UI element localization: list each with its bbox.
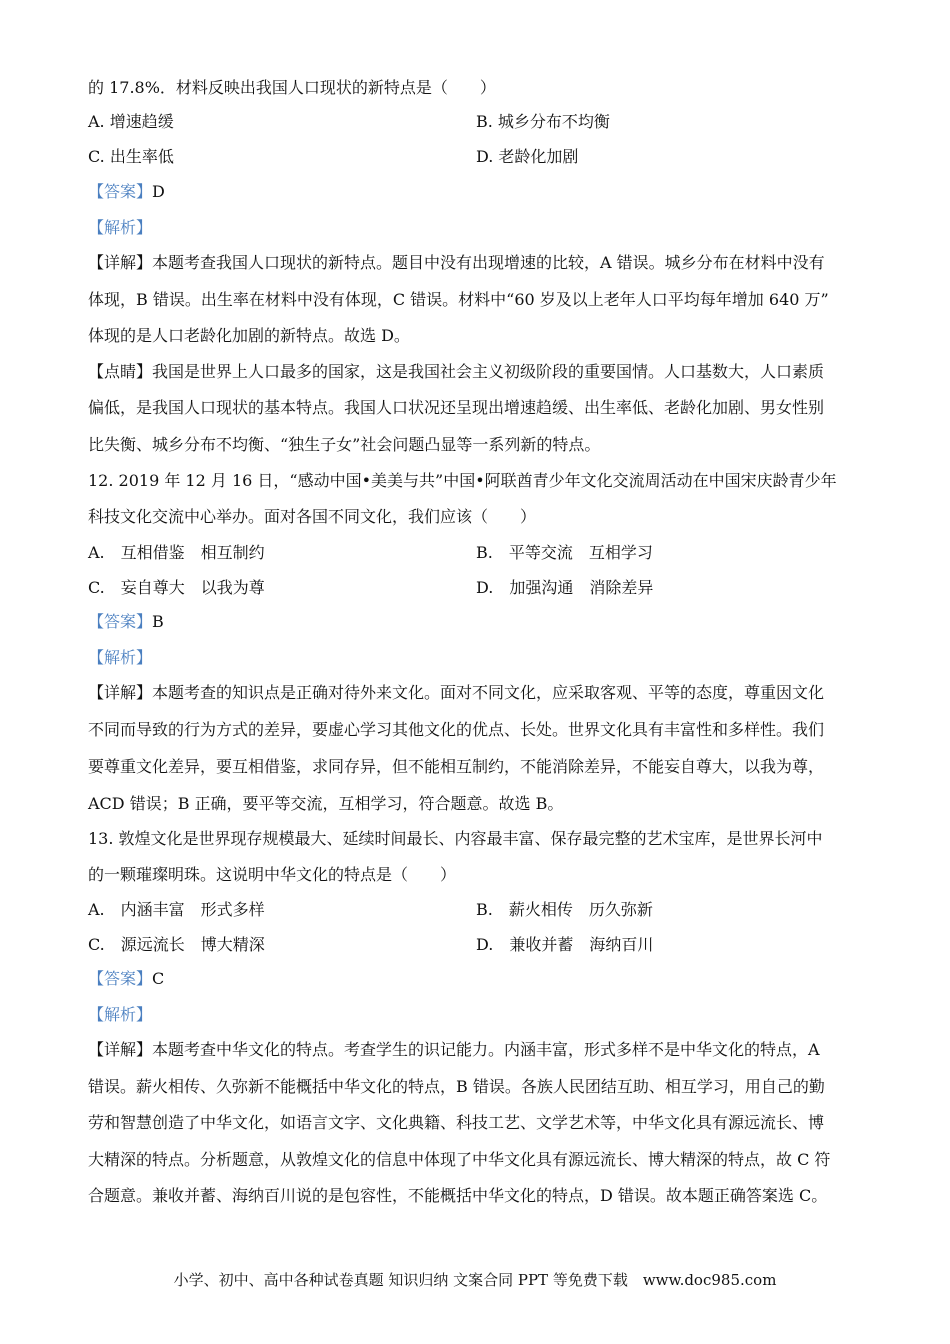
comment-line <box>88 362 868 382</box>
detail-line: 体现的是人口老龄化加剧的新特点。故选 D。 <box>88 326 410 345</box>
detail-line: 体现，B 错误。出生率在材料中没有体现，C 错误。材料中“60 岁及以上老年人口平均每年增加 640 万” <box>88 290 829 309</box>
detail-line: 错误。薪火相传、久弥新不能概括中华文化的特点，B 错误。各族人民团结互助、相互学习，用自己的勤 <box>88 1077 825 1096</box>
question-stem: 12. 2019 年 12 月 16 日，“感动中国•美美与共”中国•阿联酋青少年文化交流周活动在中国宋庆龄青少年 <box>88 471 837 490</box>
detail-line: 合题意。兼收并蓄、海纳百川说的是包容性，不能概括中华文化的特点，D 错误。故本题正确答案选 C。 <box>88 1186 828 1205</box>
analysis-tag: 【解析】 <box>88 218 153 237</box>
question-stem: 科技文化交流中心举办。面对各国不同文化，我们应该（ ） <box>88 507 537 526</box>
option-b: B. 平等交流 互相学习 <box>476 543 653 562</box>
option-a: A. 互相借鉴 相互制约 <box>88 543 265 562</box>
detail-line: 不同而导致的行为方式的差异，要虚心学习其他文化的优点、长处。世界文化具有丰富性和多样性。我们 <box>88 720 825 739</box>
option-a: A. 内涵丰富 形式多样 <box>88 900 265 919</box>
question-stem: 13. 敦煌文化是世界现存规模最大、延续时间最长、内容最丰富、保存最完整的艺术宝库，是世界长河中 <box>88 829 823 848</box>
detail-text: 本题考查我国人口现状的新特点。题目中没有出现增速的比较，A 错误。城乡分布在材料中没有 <box>152 253 825 272</box>
answer-line <box>88 182 868 202</box>
comment-line: 比失衡、城乡分布不均衡、“独生子女”社会问题凸显等一系列新的特点。 <box>88 435 601 454</box>
comment-tag: 【点睛】 <box>88 362 153 381</box>
answer-value: D <box>152 182 165 201</box>
answer-tag: 【答案】 <box>88 612 153 631</box>
detail-line: ACD 错误；B 正确，要平等交流，互相学习，符合题意。故选 B。 <box>88 794 564 813</box>
option-d: D. 老龄化加剧 <box>476 147 579 166</box>
option-d: D. 加强沟通 消除差异 <box>476 578 654 597</box>
option-b: B. 城乡分布不均衡 <box>476 112 610 131</box>
detail-line: 劳和智慧创造了中华文化，如语言文字、文化典籍、科技工艺、文学艺术等，中华文化具有源远流长、博 <box>88 1113 825 1132</box>
question-stem: 的一颗璀璨明珠。这说明中华文化的特点是（ ） <box>88 865 457 884</box>
answer-line <box>88 969 868 989</box>
answer-value: B <box>152 612 164 631</box>
option-c: C. 妄自尊大 以我为尊 <box>88 578 265 597</box>
comment-text: 我国是世界上人口最多的国家，这是我国社会主义初级阶段的重要国情。人口基数大，人口素质 <box>152 362 825 381</box>
detail-line: 大精深的特点。分析题意，从敦煌文化的信息中体现了中华文化具有源远流长、博大精深的特点，故 C 符 <box>88 1150 831 1169</box>
detail-line <box>88 683 868 703</box>
detail-line <box>88 253 868 273</box>
option-a: A. 增速趋缓 <box>88 112 174 131</box>
detail-line <box>88 1040 868 1060</box>
answer-line <box>88 612 868 632</box>
detail-text: 本题考查中华文化的特点。考查学生的识记能力。内涵丰富，形式多样不是中华文化的特点，A <box>152 1040 820 1059</box>
detail-line: 要尊重文化差异，要互相借鉴，求同存异，但不能相互制约，不能消除差异，不能妄自尊大，以我为尊， <box>88 757 825 776</box>
detail-tag: 【详解】 <box>88 253 153 272</box>
detail-tag: 【详解】 <box>88 1040 153 1059</box>
option-c: C. 出生率低 <box>88 147 174 166</box>
option-d: D. 兼收并蓄 海纳百川 <box>476 935 654 954</box>
option-b: B. 薪火相传 历久弥新 <box>476 900 653 919</box>
question-stem: 的 17.8%．材料反映出我国人口现状的新特点是（ ） <box>88 78 496 97</box>
answer-tag: 【答案】 <box>88 969 153 988</box>
detail-tag: 【详解】 <box>88 683 153 702</box>
answer-value: C <box>152 969 165 988</box>
option-c: C. 源远流长 博大精深 <box>88 935 265 954</box>
page-footer: 小学、初中、高中各种试卷真题 知识归纳 文案合同 PPT 等免费下载 www.doc985.com <box>173 1271 777 1289</box>
analysis-tag: 【解析】 <box>88 1005 153 1024</box>
comment-line: 偏低，是我国人口现状的基本特点。我国人口状况还呈现出增速趋缓、出生率低、老龄化加剧、男女性别 <box>88 398 825 417</box>
analysis-tag: 【解析】 <box>88 648 153 667</box>
detail-text: 本题考查的知识点是正确对待外来文化。面对不同文化，应采取客观、平等的态度，尊重因文化 <box>152 683 825 702</box>
answer-tag: 【答案】 <box>88 182 153 201</box>
